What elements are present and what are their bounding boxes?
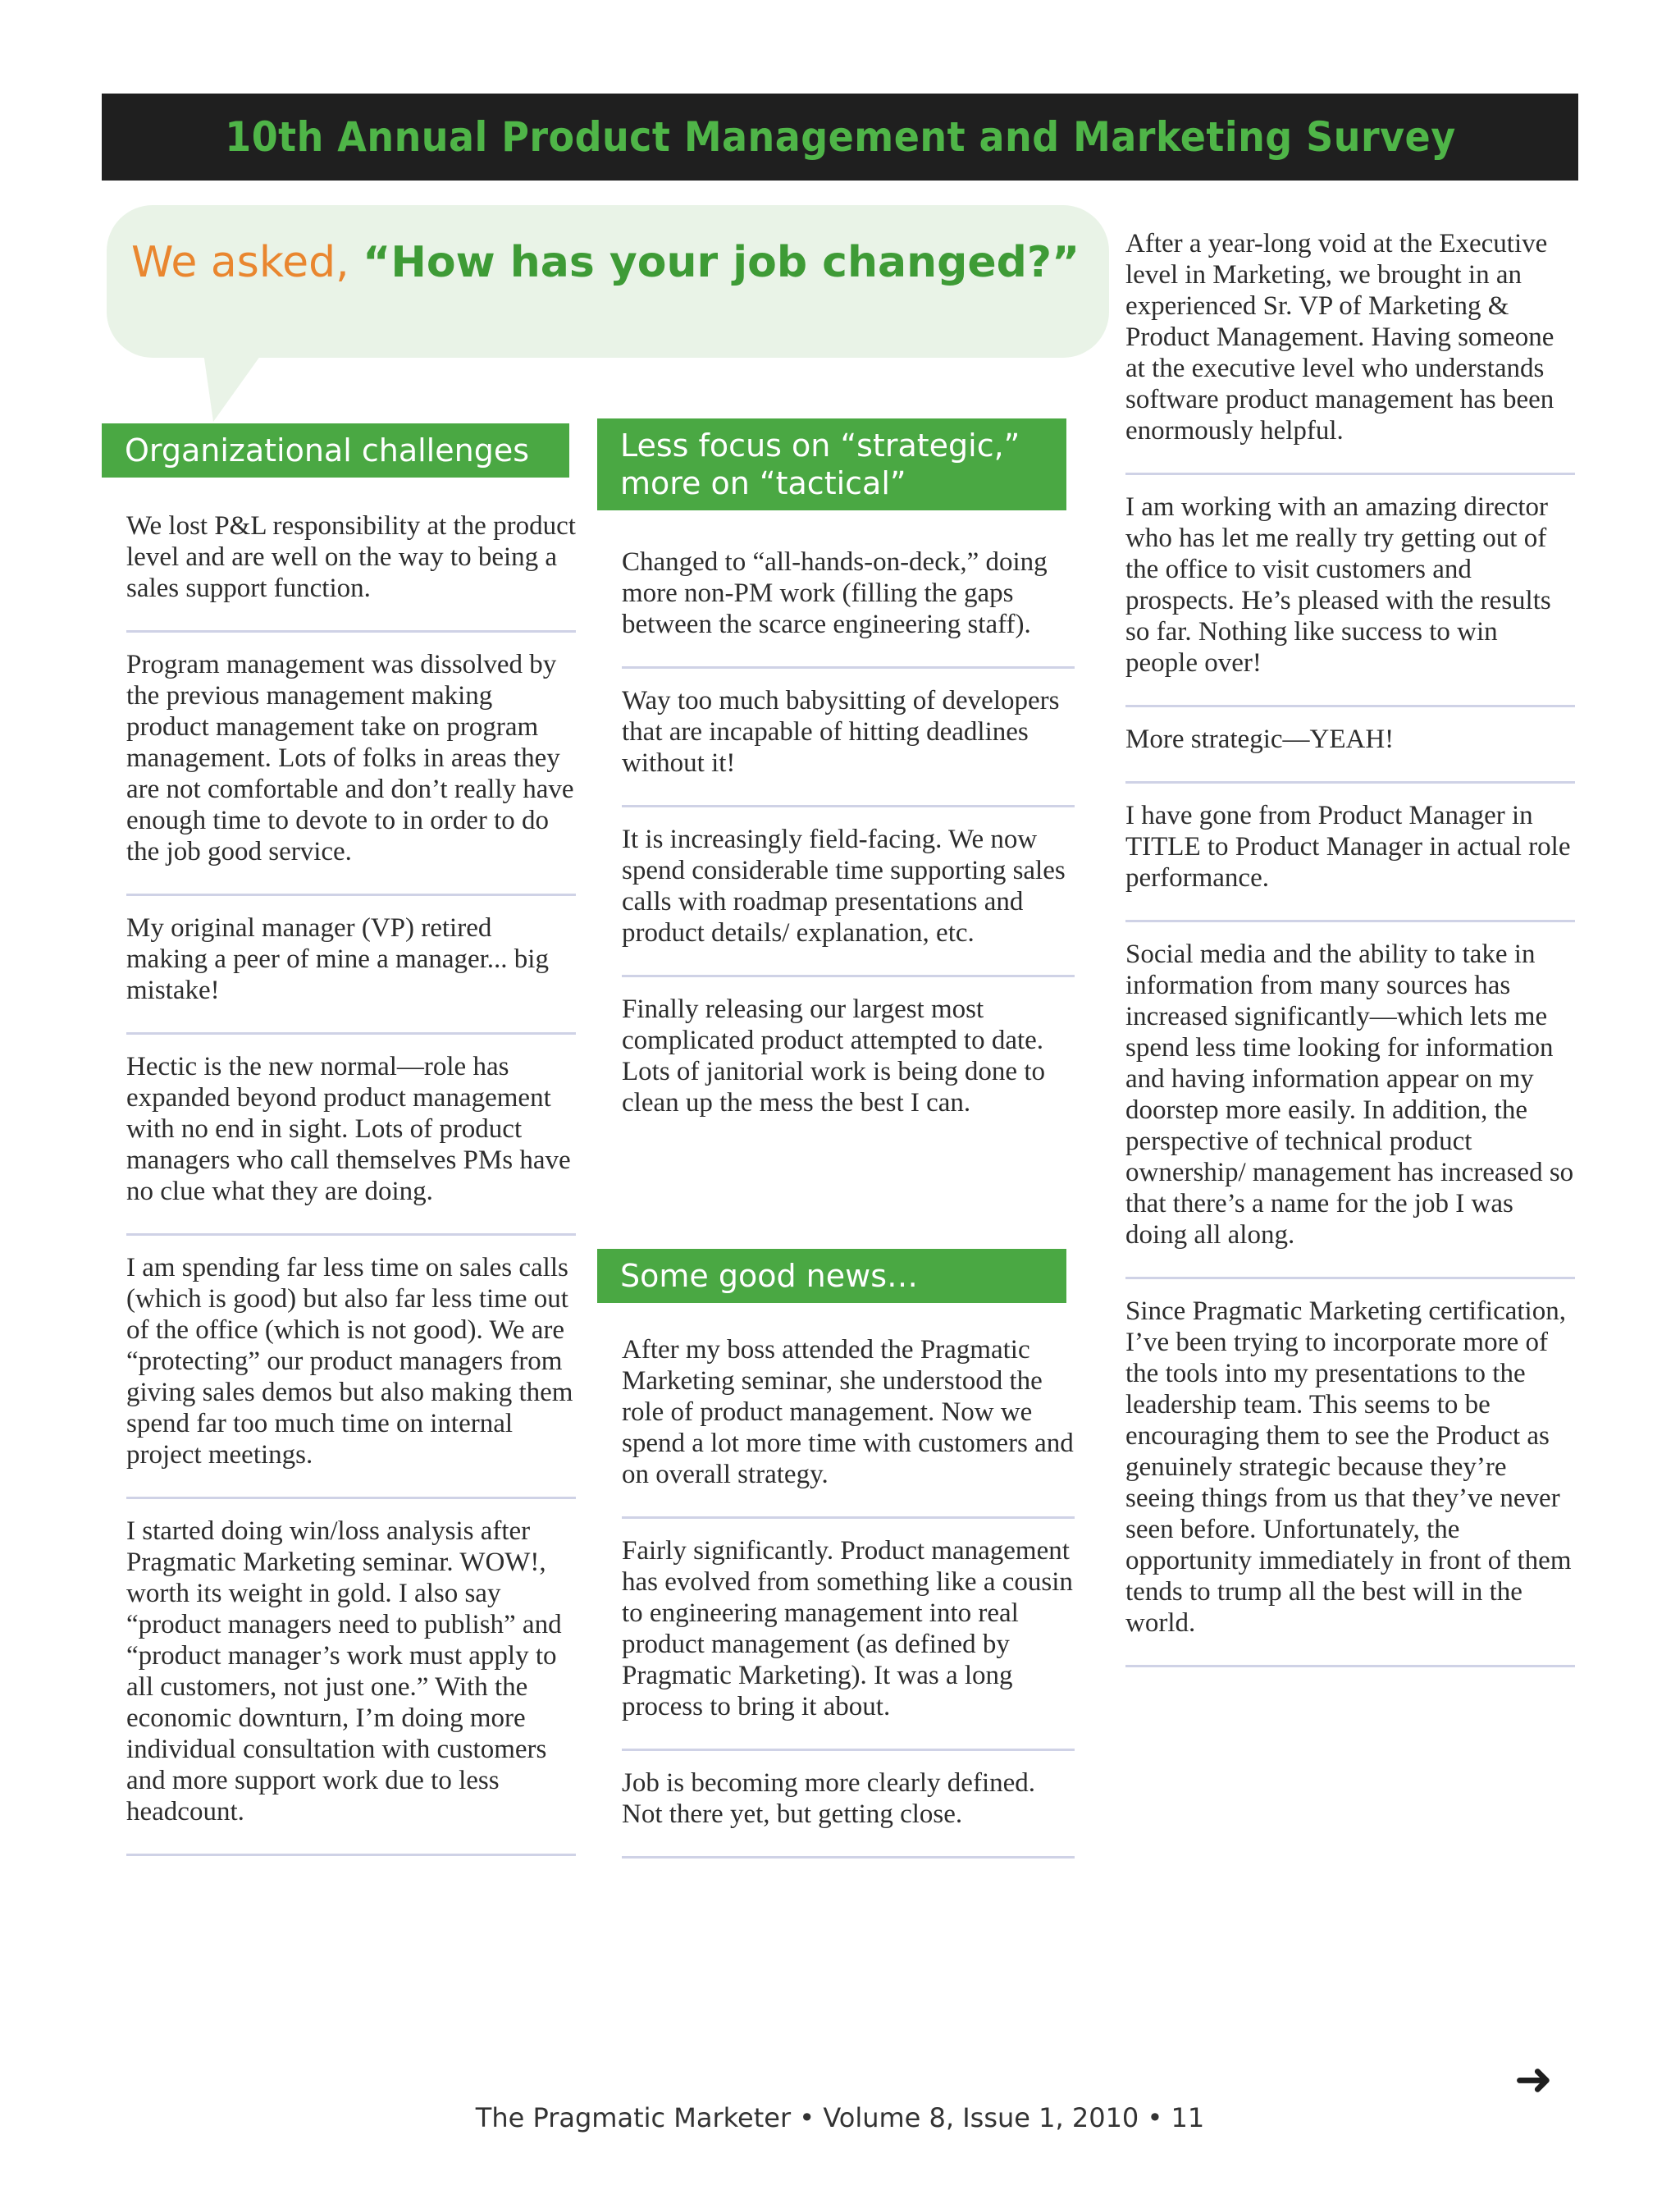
entries-organizational <box>126 510 576 1856</box>
comment: More strategic—YEAH! <box>1125 707 1575 784</box>
comment: Way too much babysitting of developers that are incapable of hitting deadlines without it! <box>622 669 1075 807</box>
bubble-text <box>131 238 1080 287</box>
we-asked-label: We asked, <box>131 238 349 287</box>
entries-right <box>1125 228 1575 1667</box>
question-bubble <box>107 205 1109 358</box>
banner-title: 10th Annual Product Management and Marketing Survey <box>224 113 1456 161</box>
comment: It is increasingly field-facing. We now spend considerable time supporting sales calls with roadmap presentations and product details/ explanation, etc. <box>622 807 1075 977</box>
comment: I started doing win/loss analysis after Pragmatic Marketing seminar. WOW!, worth its weight in gold. I also say “product managers need to publish” and “product manager’s work must apply to all customers, not just one.” With the economic downturn, I’m doing more individual consultation with customers and more support work due to less headcount. <box>126 1499 576 1856</box>
comment: Finally releasing our largest most complicated product attempted to date. Lots of janitorial work is being done to clean up the mess the best I can. <box>622 994 1045 1118</box>
survey-banner <box>102 94 1578 181</box>
section-header-organizational: Organizational challenges <box>102 423 569 478</box>
section-header-good-news: Some good news… <box>597 1249 1066 1303</box>
entries-good-news <box>622 1334 1075 1859</box>
comment: Changed to “all-hands-on-deck,” doing more non-PM work (filling the gaps between the scarce engineering staff). <box>622 546 1075 669</box>
page-footer: The Pragmatic Marketer • Volume 8, Issue 1, 2010 • 11 <box>475 2102 1205 2133</box>
comment: Since Pragmatic Marketing certification, I’ve been trying to incorporate more of the tools into my presentations to the leadership team. This seems to be encouraging them to see the Product as genuinely strategic because they’re seeing things from us that they’ve never seen before. Unfortunately, the opportunity immediately in front of them tends to trump all the best will in the world. <box>1125 1279 1575 1667</box>
comment: I am spending far less time on sales calls (which is good) but also far less time out of the office (which is not good). We are “protecting” our product managers from giving sales demos but also making them spend far too much time on internal project meetings. <box>126 1236 576 1499</box>
comment: We lost P&L responsibility at the product level and are well on the way to being a sales support function. <box>126 510 576 633</box>
section-header-tactical: Less focus on “strategic,” more on “tactical” <box>597 418 1066 510</box>
survey-question: “How has your job changed?” <box>363 238 1080 287</box>
comment: My original manager (VP) retired making a peer of mine a manager... big mistake! <box>126 896 576 1035</box>
comment: Fairly significantly. Product management has evolved from something like a cousin to engineering management into real product management (as defined by Pragmatic Marketing). It was a long process to bring it about. <box>622 1519 1075 1751</box>
comment: Hectic is the new normal—role has expanded beyond product management with no end in sight. Lots of product managers who call themselves PMs have no clue what they are doing. <box>126 1035 576 1236</box>
bubble-tail <box>203 353 262 422</box>
comment: I have gone from Product Manager in TITLE to Product Manager in actual role performance. <box>1125 784 1575 922</box>
comment: Social media and the ability to take in information from many sources has increased significantly—which lets me spend less time looking for information and having information appear on my doorstep more easily. In addition, the perspective of technical product ownership/ management has increased so that there’s a name for the job I was doing all along. <box>1125 922 1575 1279</box>
comment: Job is becoming more clearly defined. Not there yet, but getting close. <box>622 1751 1075 1859</box>
comment: After my boss attended the Pragmatic Marketing seminar, she understood the role of product management. Now we spend a lot more time with customers and on overall strategy. <box>622 1334 1075 1519</box>
entries-tactical <box>622 546 1075 1145</box>
arrow-right-icon: ➜ <box>1514 2053 1553 2106</box>
comment: I am working with an amazing director who has let me really try getting out of the office to visit customers and prospects. He’s pleased with the results so far. Nothing like success to win people over! <box>1125 475 1575 707</box>
comment: After a year-long void at the Executive level in Marketing, we brought in an experienced Sr. VP of Marketing & Product Management. Having someone at the executive level who understands software product management has been enormously helpful. <box>1125 228 1575 475</box>
comment: Program management was dissolved by the previous management making product management take on program management. Lots of folks in areas they are not comfortable and don’t really have enough time to devote to in order to do the job good service. <box>126 633 576 896</box>
